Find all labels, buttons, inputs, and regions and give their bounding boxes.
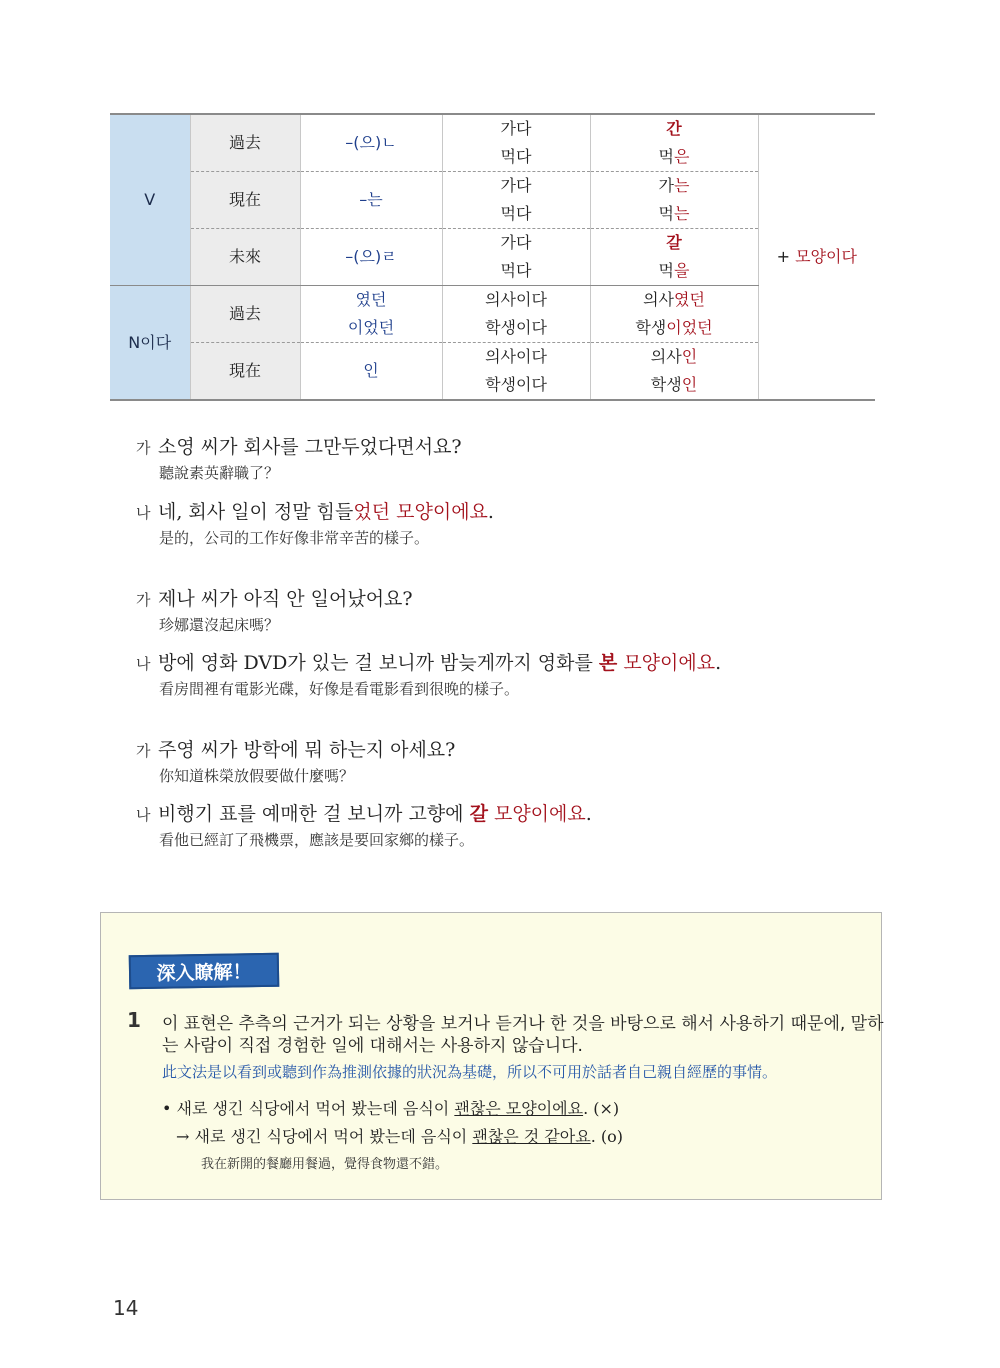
result-ending: 은 bbox=[674, 147, 690, 166]
moyang-cell bbox=[758, 114, 875, 400]
example-base: 먹다 bbox=[442, 257, 590, 286]
arrow-icon: → bbox=[176, 1127, 190, 1146]
example-result bbox=[590, 229, 758, 258]
dialogue-2-answer-translation: 看房間裡有電影光碟，好像是看電影看到很晚的樣子。 bbox=[159, 680, 520, 698]
answer-highlight: 갈 bbox=[469, 803, 488, 825]
answer-text bbox=[158, 803, 592, 825]
example-base: 가다 bbox=[442, 114, 590, 143]
example-pre: 새로 생긴 식당에서 먹어 봤는데 음식이 bbox=[176, 1099, 455, 1118]
tense-past: 過去 bbox=[190, 114, 300, 172]
speaker-na: 나 bbox=[136, 806, 151, 824]
dialogue-3-question-translation: 你知道株榮放假要做什麼嗎？ bbox=[159, 767, 355, 785]
example-result bbox=[590, 200, 758, 229]
example-base: 학생이다 bbox=[442, 314, 590, 343]
tip-example-translation: 我在新開的餐廳用餐過，覺得食物還不錯。 bbox=[201, 1157, 449, 1172]
grammar-table bbox=[110, 113, 875, 401]
tip-explanation-line-2: 는 사람이 직접 경험한 일에 대해서는 사용하지 않습니다. bbox=[162, 1036, 583, 1056]
result-stem: 의사 bbox=[650, 347, 682, 366]
tip-example-correct bbox=[176, 1124, 623, 1147]
example-base: 학생이다 bbox=[442, 371, 590, 400]
answer-pre: 네, 회사 일이 정말 힘들 bbox=[158, 501, 354, 523]
result-ending: 는 bbox=[674, 176, 690, 195]
example-underlined: 괜찮은 모양이에요 bbox=[454, 1099, 584, 1118]
question-text: 소영 씨가 회사를 그만두었다면서요? bbox=[158, 436, 462, 458]
page-number: 14 bbox=[113, 1296, 139, 1320]
tense-future: 未來 bbox=[190, 229, 300, 286]
result-stem: 가 bbox=[658, 176, 674, 195]
speaker-ga: 가 bbox=[136, 742, 151, 760]
speaker-ga: 가 bbox=[136, 439, 151, 457]
tip-badge: 深入瞭解！ bbox=[129, 953, 280, 990]
dialogue-1-answer-translation: 是的，公司的工作好像非常辛苦的樣子。 bbox=[159, 529, 430, 547]
question-text: 주영 씨가 방학에 뭐 하는지 아세요? bbox=[158, 739, 456, 761]
answer-pre: 방에 영화 DVD가 있는 걸 보니까 밤늦게까지 영화를 bbox=[158, 652, 599, 674]
ending-noun-past-2: 이었던 bbox=[300, 314, 442, 343]
example-base: 의사이다 bbox=[442, 286, 590, 315]
pos-verb: V bbox=[110, 114, 190, 286]
result-ending: 였던 bbox=[674, 290, 705, 309]
example-base: 의사이다 bbox=[442, 343, 590, 372]
ending-noun-present: 인 bbox=[300, 343, 442, 401]
tip-number: 1 bbox=[127, 1008, 141, 1032]
result-ending: 인 bbox=[681, 375, 698, 394]
speaker-ga: 가 bbox=[136, 591, 151, 609]
speaker-na: 나 bbox=[136, 655, 151, 673]
example-base: 먹다 bbox=[442, 200, 590, 229]
pos-noun: N이다 bbox=[110, 286, 190, 401]
tip-explanation-line-1: 이 표현은 추측의 근거가 되는 상황을 보거나 듣거나 한 것을 바탕으로 해서 사용하기 때문에, 말하 bbox=[162, 1014, 884, 1034]
result-ending: 을 bbox=[674, 261, 690, 280]
ending-verb-past: –(으)ㄴ bbox=[300, 114, 442, 172]
answer-post: . bbox=[585, 803, 592, 825]
dialogue-3-answer-translation: 看他已經訂了飛機票，應該是要回家鄉的樣子。 bbox=[159, 831, 475, 849]
tip-translation: 此文法是以看到或聽到作為推測依據的狀況為基礎，所以不可用於話者自己親自經歷的事情。 bbox=[162, 1063, 778, 1081]
answer-highlight-2: 모양이에요 bbox=[623, 652, 716, 674]
example-result bbox=[590, 172, 758, 201]
moyang-ida: 모양이다 bbox=[795, 247, 857, 266]
result-stem: 먹 bbox=[658, 147, 674, 166]
dialogue-2-question bbox=[136, 584, 413, 611]
ending-noun-past-1: 였던 bbox=[300, 286, 442, 315]
dialogue-1-question bbox=[136, 432, 462, 459]
ending-verb-future: –(으)ㄹ bbox=[300, 229, 442, 286]
question-text: 제나 씨가 아직 안 일어났어요? bbox=[158, 588, 413, 610]
example-pre: 새로 생긴 식당에서 먹어 봤는데 음식이 bbox=[194, 1127, 473, 1146]
example-base: 가다 bbox=[442, 172, 590, 201]
tense-present: 現在 bbox=[190, 343, 300, 401]
tense-present: 現在 bbox=[190, 172, 300, 229]
result-stem: 학생 bbox=[635, 318, 667, 337]
result-ending: 인 bbox=[681, 347, 698, 366]
example-post: . (×) bbox=[583, 1099, 620, 1118]
result-stem: 먹 bbox=[658, 204, 674, 223]
example-result bbox=[590, 343, 758, 372]
result-ending: 는 bbox=[674, 204, 690, 223]
plus-sign: + bbox=[776, 247, 796, 266]
tense-past: 過去 bbox=[190, 286, 300, 343]
result-stem: 먹 bbox=[658, 261, 674, 280]
answer-highlight-2: 모양이에요 bbox=[493, 803, 586, 825]
tip-box bbox=[100, 912, 882, 1200]
dialogue-1-answer bbox=[136, 497, 494, 524]
speaker-na: 나 bbox=[136, 504, 151, 522]
tip-example-wrong bbox=[162, 1096, 619, 1119]
dialogue-3-answer bbox=[136, 799, 592, 826]
example-result bbox=[590, 371, 758, 400]
answer-pre: 비행기 표를 예매한 걸 보니까 고향에 bbox=[158, 803, 470, 825]
dialogue-3-question bbox=[136, 735, 455, 762]
result-ending: 갈 bbox=[666, 233, 682, 252]
example-result bbox=[590, 114, 758, 143]
answer-post: . bbox=[487, 501, 494, 523]
ending-verb-present: –는 bbox=[300, 172, 442, 229]
answer-text bbox=[158, 501, 494, 523]
example-post: . (o) bbox=[590, 1127, 623, 1146]
dialogue-2-question-translation: 珍娜還沒起床嗎？ bbox=[159, 616, 280, 634]
answer-post: . bbox=[715, 652, 722, 674]
example-result bbox=[590, 143, 758, 172]
example-result bbox=[590, 286, 758, 315]
result-ending: 간 bbox=[666, 119, 682, 138]
result-ending: 이었던 bbox=[666, 318, 713, 337]
dialogue-2-answer bbox=[136, 648, 721, 675]
example-underlined: 괜찮은 것 같아요 bbox=[472, 1127, 591, 1146]
example-base: 먹다 bbox=[442, 143, 590, 172]
bullet-icon: • bbox=[162, 1099, 172, 1118]
answer-highlight: 본 bbox=[598, 652, 618, 674]
result-stem: 의사 bbox=[643, 290, 674, 309]
answer-highlight: 었던 모양이에요 bbox=[353, 501, 488, 523]
example-result bbox=[590, 257, 758, 286]
dialogue-1-question-translation: 聽說素英辭職了？ bbox=[159, 464, 280, 482]
answer-text bbox=[158, 652, 721, 674]
example-base: 가다 bbox=[442, 229, 590, 258]
result-stem: 학생 bbox=[650, 375, 682, 394]
example-result bbox=[590, 314, 758, 343]
